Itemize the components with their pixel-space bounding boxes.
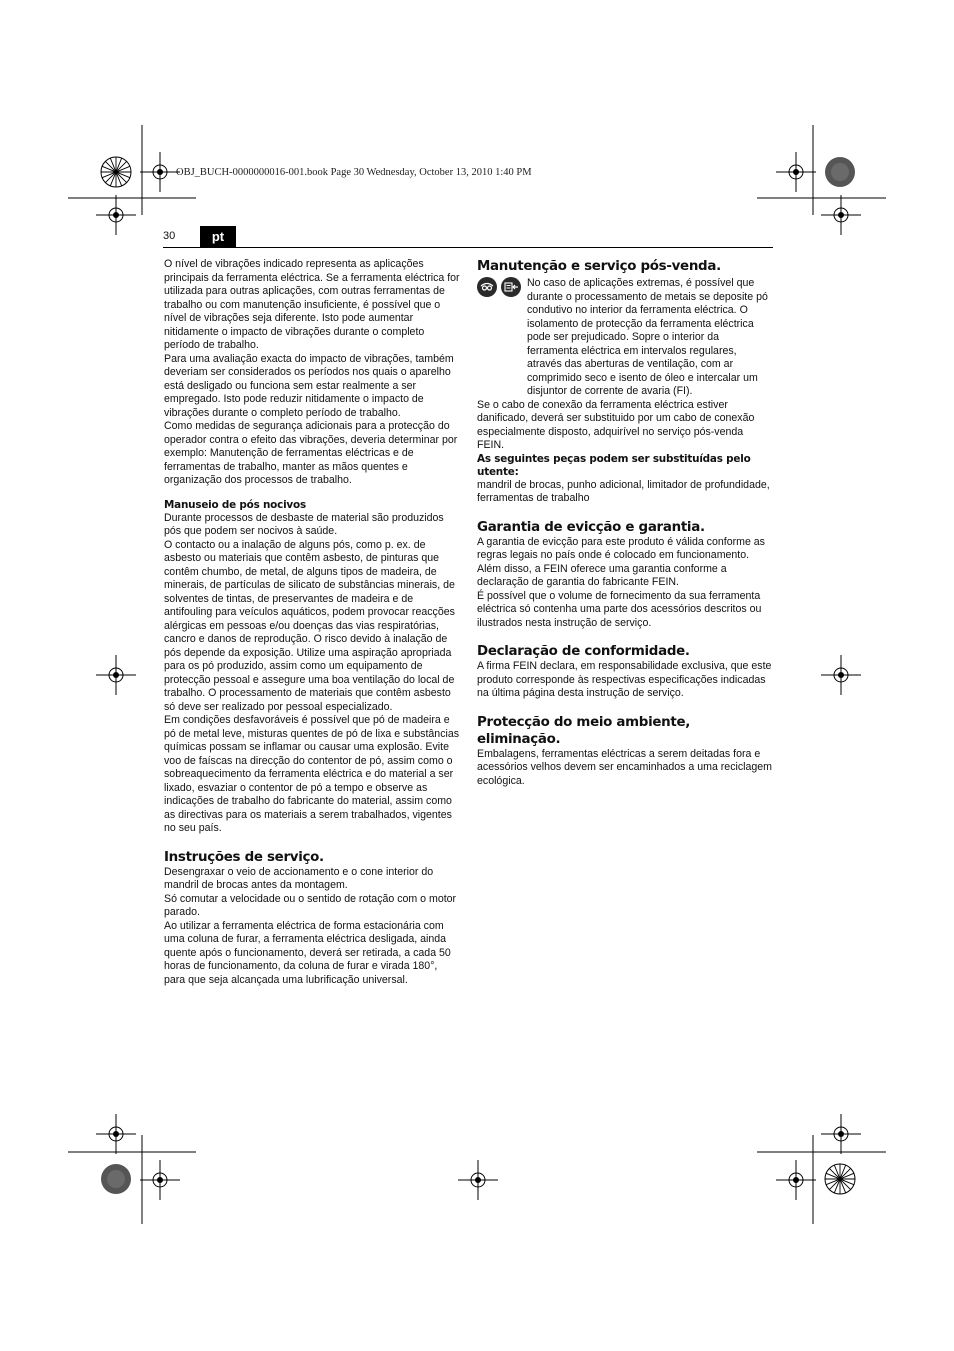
- maintenance-paragraph: Se o cabo de conexão da ferramenta eléctrica estiver danificado, deverá ser substituido por um cabo de conexão especialmente disposto, adquirível no serviço pós-venda FEIN.: [477, 398, 755, 451]
- right-column: [477, 258, 773, 788]
- dust-heading: Manuseio de pós nocivos: [164, 498, 306, 511]
- dust-paragraph: Durante processos de desbaste de material são produzidos pós que podem ser nocivos à saúde.: [164, 511, 444, 537]
- page-number: 30: [163, 230, 176, 242]
- instructions-paragraph: Só comutar a velocidade ou o sentido de rotação com o motor parado.: [164, 892, 457, 918]
- parts-heading: As seguintes peças podem ser substituídas pelo utente:: [477, 452, 751, 478]
- print-file-info: OBJ_BUCH-0000000016-001.book Page 30 Wednesday, October 13, 2010 1:40 PM: [176, 167, 532, 178]
- maintenance-paragraph: No caso de aplicações extremas, é possível que durante o processamento de metais se deposite pó condutivo no interior da ferramenta eléctrica. O isolamento de protecção da ferramenta eléctrica pode ser prejudicado. Sopre o interior da ferramenta eléctrica em intervalos regulares, através das aberturas de ventilação, com ar comprimido seco e isento de óleo e intercalar um disjuntor de corrente de avaria (FI).: [527, 277, 768, 397]
- eye-protection-icon: [477, 277, 497, 297]
- conformity-heading: Declaração de conformidade.: [477, 644, 690, 659]
- dust-paragraph: O contacto ou a inalação de alguns pós, como p. ex. de asbesto ou materiais que contêm asbesto, de pinturas que contêm chumbo, de metal, de alguns tipos de madeira, de minerais, de partículas de silicato de substâncias minerais, de solventes de tintas, de preservantes de madeira e de antifouling para veículos aquáticos, podem provocar reacções alérgicas em pessoas e/ou doenças das vias respiratórias, cancro e danos de reprodução. O risco devido à inalação de pós depende da exposição. Utilize uma aspiração apropriada para os pó produzido, assim como um equipamento de protecção pessoal e assegure uma boa ventilação do local de trabalho. O processamento de materiais que contêm asbesto só deve ser realizado por pessoal especializado.: [164, 538, 455, 713]
- parts-text: mandril de brocas, punho adicional, limitador de profundidade, ferramentas de trabalho: [477, 478, 770, 504]
- maintenance-intro: [477, 275, 773, 399]
- vibration-paragraph: Para uma avaliação exacta do impacto de vibrações, também deveriam ser considerados os períodos nos quais o aparelho está desligado ou funciona sem estar realmente a ser empregado. Isto pode reduzir nitidamente o impacto de vibrações durante o completo período de trabalho.: [164, 352, 454, 419]
- instructions-paragraph: Desengraxar o veio de accionamento e o cone interior do mandril de brocas antes da montagem.: [164, 865, 434, 891]
- vibration-paragraph: Como medidas de segurança adicionais para a protecção do operador contra o efeito das vibrações, deveria determinar por exemplo: Manutenção de ferramentas eléctricas e de ferramentas de trabalho, manter as mãos quentes e organização dos processos de trabalho.: [164, 420, 458, 486]
- header-rule: [163, 247, 773, 248]
- maintenance-heading: Manutenção e serviço pós-venda.: [477, 259, 721, 274]
- environment-heading: Protecção do meio ambiente, eliminação.: [477, 714, 691, 747]
- warranty-paragraph: É possível que o volume de fornecimento da sua ferramenta eléctrica só contenha uma parte dos acessórios descritos ou ilustrados nesta instrução de serviço.: [477, 589, 762, 629]
- vibration-paragraph: O nível de vibrações indicado representa as aplicações principais da ferramenta eléctrica. Se a ferramenta eléctrica for utilizada para outras aplicações, com outras ferramentas de trabalho ou com manutenção insuficiente, é possível que o nível de vibrações seja diferente. Isto pode aumentar nitidamente o impacto de vibrações durante o completo período de trabalho.: [164, 258, 460, 351]
- warranty-heading: Garantia de evicção e garantia.: [477, 519, 705, 535]
- instructions-paragraph: Ao utilizar a ferramenta eléctrica de forma estacionária com uma coluna de furar, a ferramenta eléctrica desligada, ainda quente após o funcionamento, deverá ser retirada, a cada 50 horas de funcionamento, da coluna de furar e virada 180°, para que seja alcançada uma lubrificação universal.: [164, 919, 451, 986]
- warranty-paragraph: A garantia de evicção para este produto é válida conforme as regras legais no país onde é colocado em funcionamento. Além disso, a FEIN oferece uma garantia conforme a declaração de garantia do fabricante FEIN.: [477, 535, 765, 588]
- left-column: [164, 258, 460, 987]
- instructions-heading: Instruções de serviço.: [164, 849, 324, 865]
- ventilation-cleaning-icon: [501, 277, 521, 297]
- environment-paragraph: Embalagens, ferramentas eléctricas a serem deitadas fora e acessórios velhos devem ser encaminhados a uma reciclagem ecológica.: [477, 747, 773, 787]
- dust-paragraph: Em condições desfavoráveis é possível que pó de madeira e pó de metal leve, misturas quentes de pó de lixa e substâncias químicas possam se inflamar ou causar uma explosão. Evite voo de faíscas na direcção do contentor de pó, assim como o sobreaquecimento da ferramenta eléctrica e do material a ser lixado, esvaziar o contentor de pó a tempo e observe as indicações de trabalho do fabricante do material, assim como as directivas para os materiais a serem trabalhados, vigentes no seu país.: [164, 714, 460, 834]
- conformity-paragraph: A firma FEIN declara, em responsabilidade exclusiva, que este produto corresponde às respectivas especificações indicadas na última página desta instrução de serviço.: [477, 660, 772, 699]
- language-badge: pt: [200, 226, 236, 247]
